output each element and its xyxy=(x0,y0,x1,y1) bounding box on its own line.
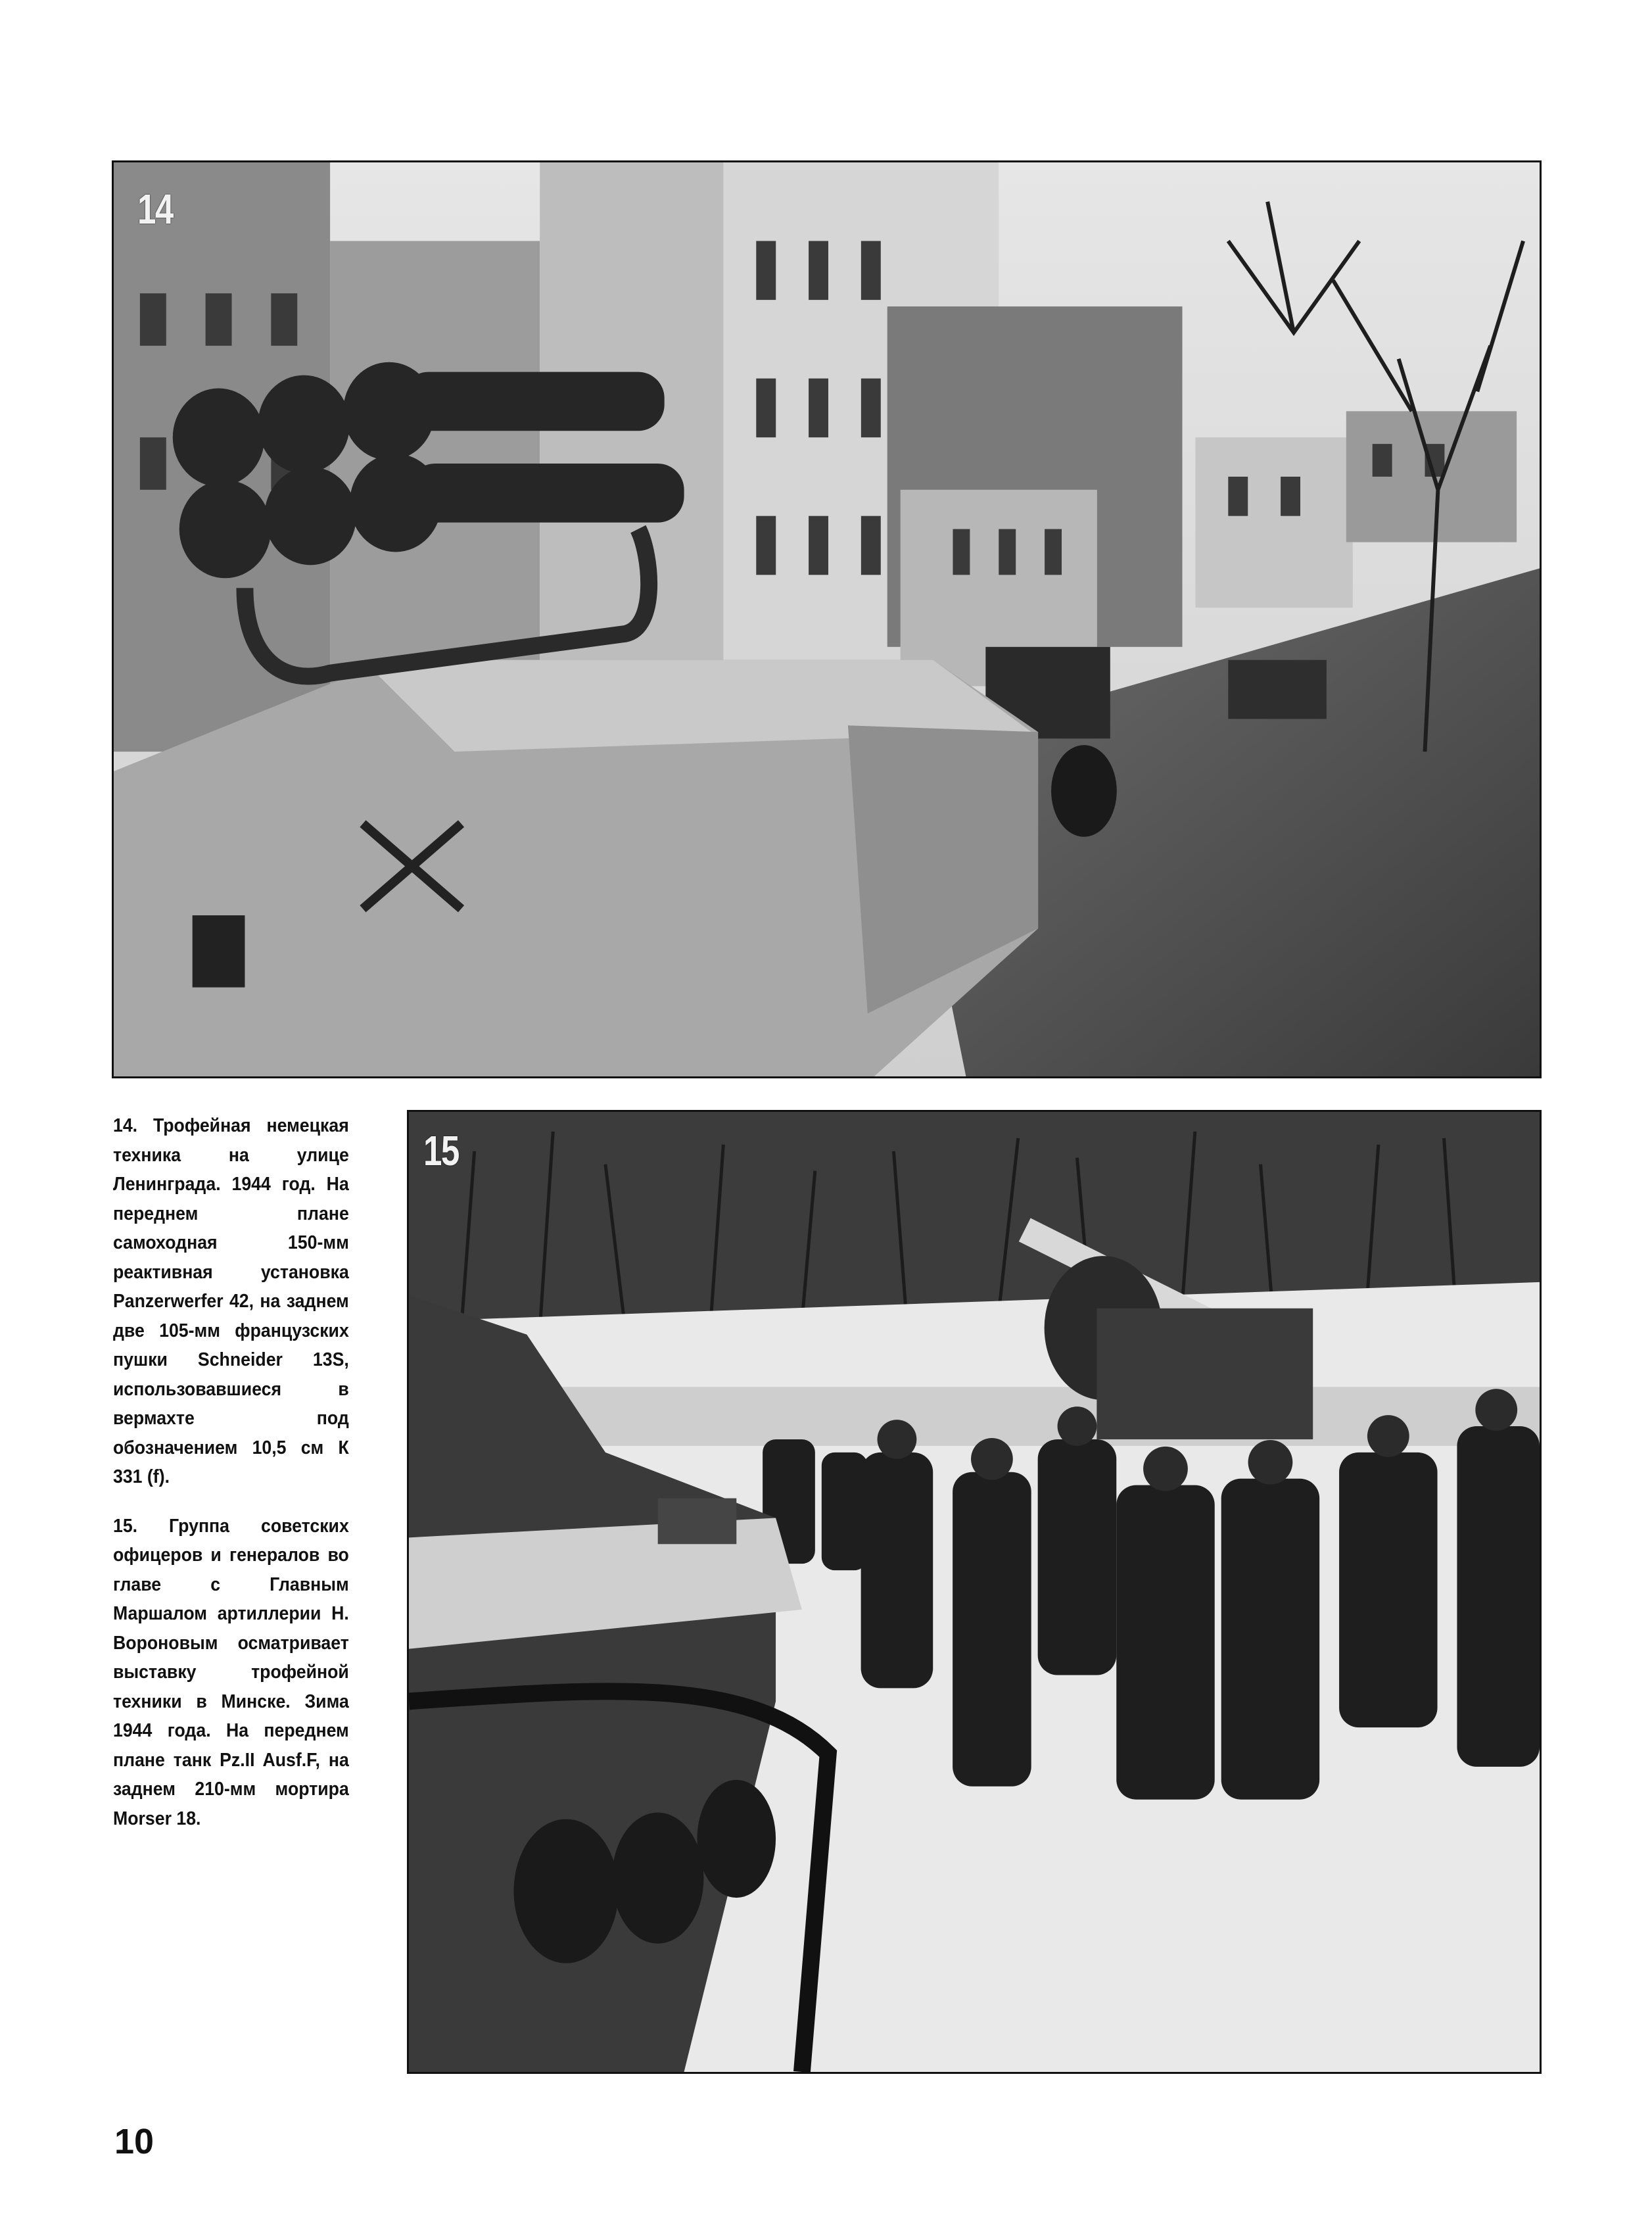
photo-14-image xyxy=(114,162,1540,1076)
photo-15-image xyxy=(409,1112,1540,2072)
page-number: 10 xyxy=(114,2122,154,2161)
caption-15: 15. Группа советских офицеров и генералов во главе с Главным Маршалом артиллерии Н. Вороновым осматривает выставку трофейной техники в Минске. Зима 1944 года. На переднем плане танк Pz.II Ausf.F, на заднем 210-мм мортира Morser 18. xyxy=(113,1515,349,1829)
photo-14-number: 14 xyxy=(137,185,173,233)
caption-14: 14. Трофейная немецкая техника на улице Ленинграда. 1944 год. На переднем плане самоходная 150-мм реактивная установка Panzerwerfer 42, на заднем две 105-мм французских пушки Schneider 13S, использовавшиеся в вермахте под обозначением 10,5 см К 331 (f). xyxy=(113,1115,349,1487)
photo-15 xyxy=(407,1110,1542,2074)
photo-14 xyxy=(112,160,1542,1078)
photo-15-number: 15 xyxy=(423,1127,459,1174)
captions-column xyxy=(113,1111,349,1853)
